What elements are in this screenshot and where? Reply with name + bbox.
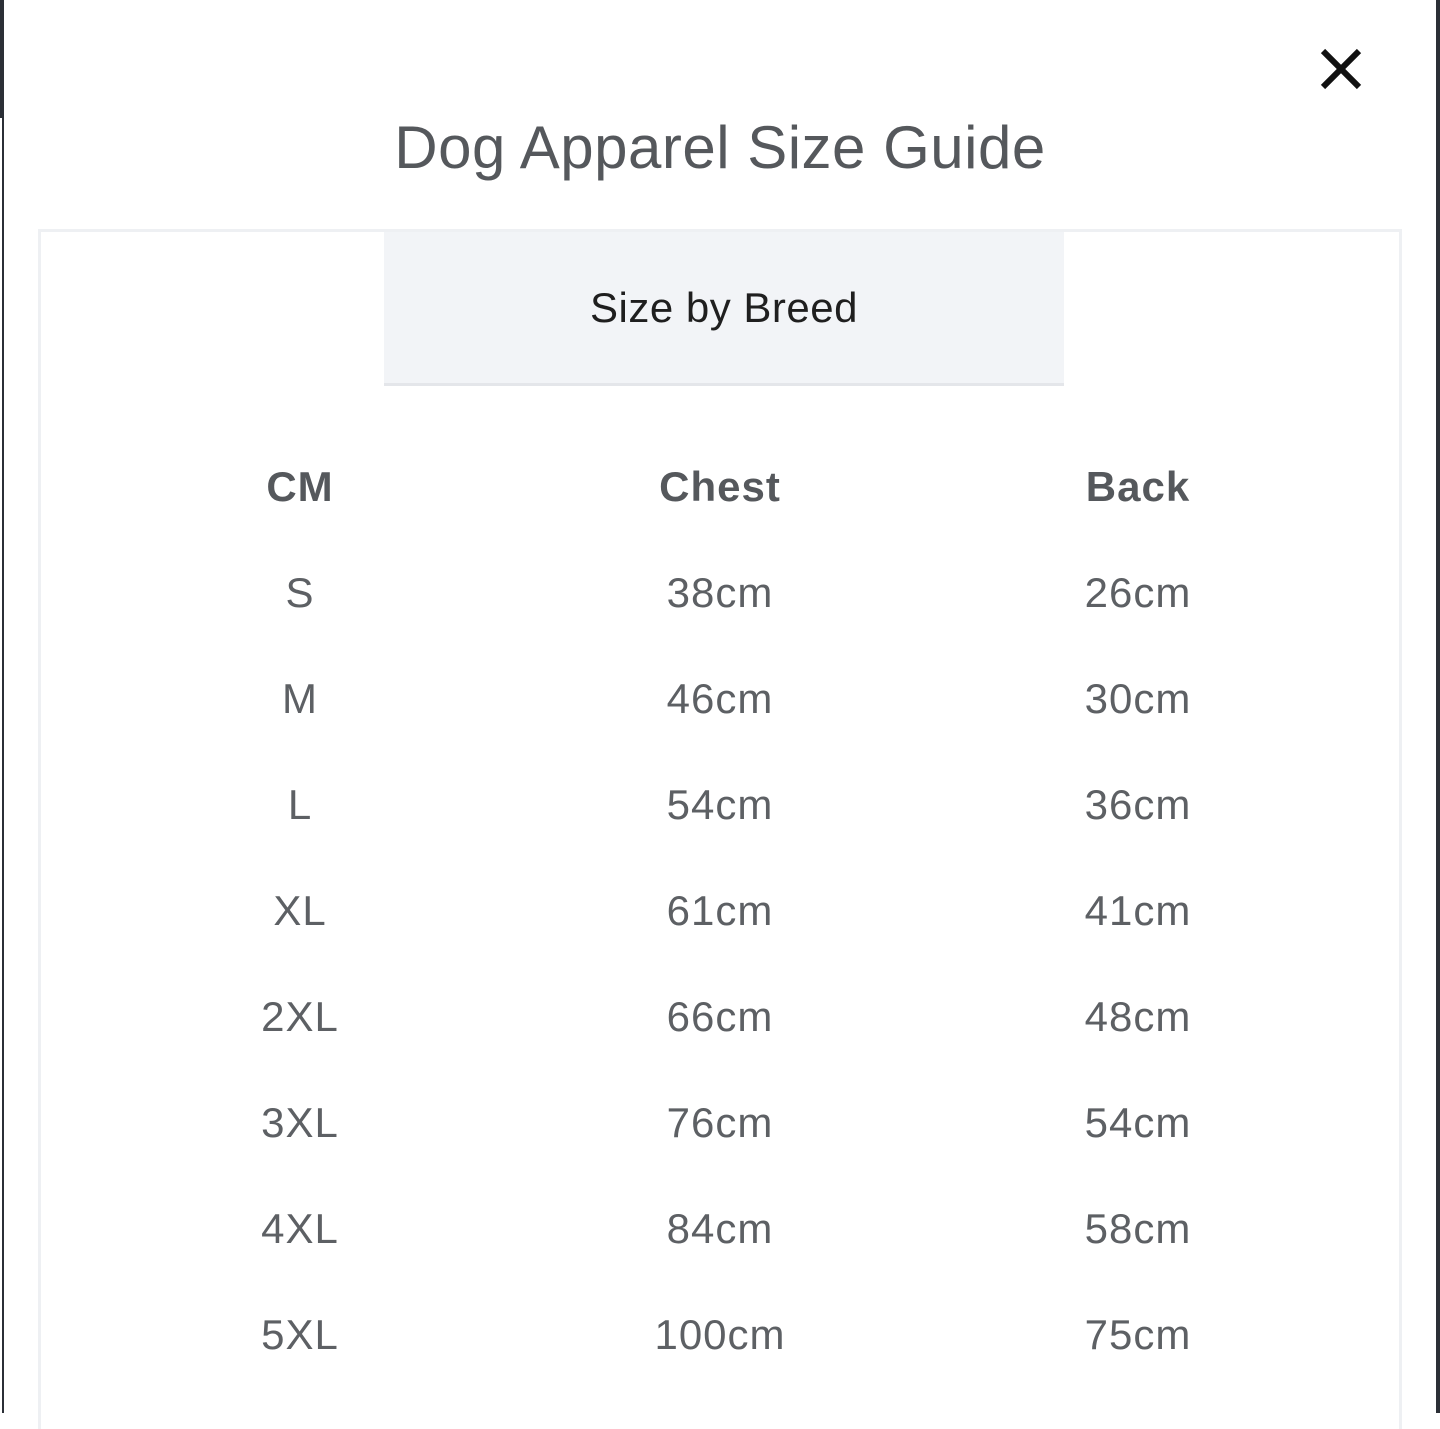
size-label: XL: [273, 887, 327, 934]
size-label: 4XL: [261, 1205, 339, 1252]
size-label: 2XL: [261, 993, 339, 1040]
column-header-cm: CM: [266, 463, 334, 510]
close-icon: [1317, 45, 1365, 93]
size-label: 3XL: [261, 1099, 339, 1146]
size-label: S: [285, 569, 315, 616]
chest-value: 38cm: [666, 569, 774, 616]
chest-value: 84cm: [666, 1205, 774, 1252]
modal-title: Dog Apparel Size Guide: [394, 114, 1046, 181]
back-value: 58cm: [1084, 1205, 1192, 1252]
back-value: 30cm: [1084, 675, 1192, 722]
tab-size-by-breed[interactable]: Size by Breed: [384, 232, 1064, 386]
close-button[interactable]: [1312, 40, 1370, 98]
size-label: 5XL: [261, 1311, 339, 1358]
chest-value: 61cm: [666, 887, 774, 934]
back-value: 36cm: [1084, 781, 1192, 828]
modal-edge-right: [1436, 0, 1440, 1413]
back-value: 75cm: [1084, 1311, 1192, 1358]
back-value: 54cm: [1084, 1099, 1192, 1146]
column-header-back: Back: [1085, 463, 1191, 510]
size-label: M: [282, 675, 318, 722]
back-value: 48cm: [1084, 993, 1192, 1040]
size-label: L: [287, 781, 313, 828]
back-value: 26cm: [1084, 569, 1192, 616]
back-value: 41cm: [1084, 887, 1192, 934]
chest-value: 46cm: [666, 675, 774, 722]
chest-value: 66cm: [666, 993, 774, 1040]
chest-value: 54cm: [666, 781, 774, 828]
column-header-chest: Chest: [659, 463, 781, 510]
chest-value: 100cm: [654, 1311, 786, 1358]
chest-value: 76cm: [666, 1099, 774, 1146]
